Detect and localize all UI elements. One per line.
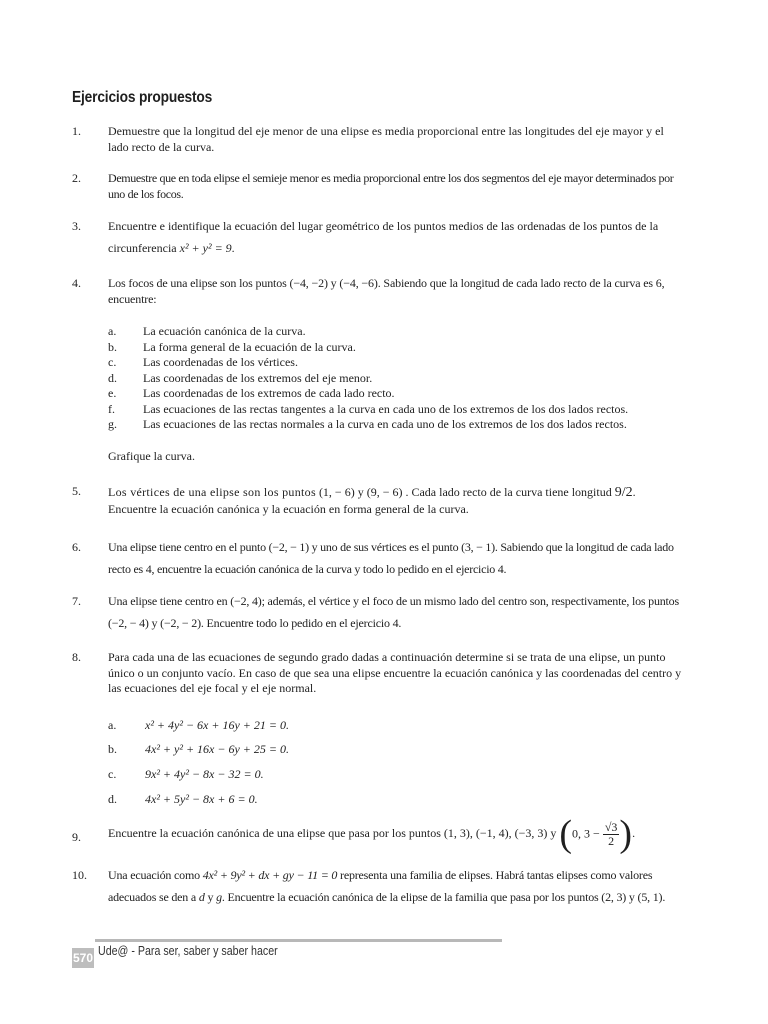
- exercise-text: representa una familia de elipses. Habrá tantas elipses como valores adecuados se den a: [108, 868, 653, 904]
- item-text: Las coordenadas de los extremos del eje menor.: [143, 371, 373, 385]
- point: (1, − 6): [318, 485, 355, 499]
- ex4-item-g: [108, 417, 688, 433]
- right-paren: ): [619, 813, 633, 855]
- conjunction: y: [330, 276, 337, 290]
- item-letter: c.: [108, 767, 117, 781]
- page-title: Ejercicios propuestos: [72, 89, 213, 106]
- point-part: 0, 3 −: [572, 826, 600, 841]
- fraction: [603, 821, 620, 848]
- exercise-text: Para cada una de las ecuaciones de segundo grado dadas a continuación determine si se trata de una elipse, un punto único o un conjunto vacío. En caso de que sea una elipse encuentre la ecuación canónica y las coordenadas del centro y las ecuaciones del eje focal y el eje normal.: [108, 650, 682, 695]
- point: (−2, − 4): [108, 616, 149, 630]
- item-equation: x² + 4y² − 6x + 16y + 21 = 0.: [145, 718, 289, 732]
- item-equation: 9x² + 4y² − 8x − 32 = 0.: [145, 767, 264, 781]
- punctuation: .: [632, 825, 636, 840]
- exercise-number: 1.: [72, 124, 81, 138]
- ex8-item-d: [108, 792, 688, 808]
- exercise-text: . Encuentre la ecuación canónica y la ecuación en forma general de la curva.: [108, 485, 636, 516]
- point: (3, − 1): [461, 540, 495, 554]
- ex4-item-a: [108, 324, 688, 340]
- exercise-number: 9.: [72, 830, 81, 844]
- item-text: La forma general de la ecuación de la curva.: [143, 340, 356, 354]
- exercise-text: Una elipse tiene centro en: [108, 594, 228, 608]
- variable-g: g: [216, 890, 222, 904]
- length-value: 9/2: [614, 485, 633, 500]
- ex4-item-d: [108, 371, 688, 387]
- exercise-text: Encuentre e identifique la ecuación del lugar geométrico de los puntos medios de las ordenadas de los puntos de la circunferencia: [108, 219, 659, 255]
- footer-slogan: Ude@ - Para ser, saber y saber hacer: [98, 943, 278, 958]
- exercise-number: 6.: [72, 540, 81, 554]
- exercise-number: 10.: [72, 868, 87, 882]
- exercise-text: además, el vértice y el foco de un mismo lado del centro son, respectivamente, los puntos: [267, 594, 679, 608]
- exercise-6: [72, 536, 682, 580]
- punctuation: .: [231, 241, 235, 255]
- point: (−4, −6): [339, 276, 378, 290]
- exercise-text: . Cada lado recto de la curva tiene longitud: [405, 485, 612, 499]
- item-letter: e.: [108, 386, 117, 400]
- item-letter: f.: [108, 402, 115, 416]
- item-letter: d.: [108, 792, 117, 806]
- ex4-item-b: [108, 340, 688, 356]
- item-text: Las ecuaciones de las rectas tangentes a la curva en cada uno de los extremos de los dos lados rectos.: [143, 402, 629, 416]
- item-equation: 4x² + y² + 16x − 6y + 25 = 0.: [145, 742, 289, 756]
- item-text: Las coordenadas de los vértices.: [143, 355, 298, 369]
- conjunction: y: [151, 616, 158, 630]
- exercise-text: y uno de sus vértices es el punto: [311, 540, 459, 554]
- equation: 4x² + 9y² + dx + gy − 11 = 0: [202, 868, 338, 882]
- point: (−4, −2): [289, 276, 328, 290]
- ex4-after-text: Grafique la curva.: [108, 449, 195, 463]
- item-letter: b.: [108, 340, 117, 354]
- exercise-text: Demuestre que la longitud del eje menor de una elipse es media proporcional entre las longitudes del eje mayor y el lado recto de la curva.: [108, 124, 664, 154]
- exercise-1: [72, 124, 682, 155]
- footer-rule: [95, 939, 502, 942]
- left-paren: (: [559, 813, 573, 855]
- conjunction: y: [550, 825, 557, 840]
- exercise-number: 3.: [72, 219, 81, 233]
- point: (9, − 6): [366, 485, 403, 499]
- conjunction: y: [357, 485, 364, 499]
- exercise-5: [72, 484, 682, 518]
- item-letter: d.: [108, 371, 117, 385]
- exercise-text: Demuestre que en toda elipse el semieje menor es media proporcional entre los dos segmentos del eje mayor determinados por uno de los focos.: [108, 171, 674, 201]
- item-letter: a.: [108, 718, 117, 732]
- exercise-text: Los vértices de una elipse son los puntos: [108, 485, 316, 499]
- exercise-text: . Encuentre la ecuación canónica de la elipse de la familia que pasa por los puntos: [221, 890, 599, 904]
- item-letter: b.: [108, 742, 117, 756]
- exercise-3: [72, 215, 682, 259]
- conjunction: y: [628, 890, 635, 904]
- exercise-4: [72, 276, 682, 307]
- point: (2, 3): [601, 890, 627, 904]
- point: (−2, − 1): [268, 540, 309, 554]
- ex8-item-c: [108, 767, 688, 783]
- exercise-text: . Sabiendo que la longitud de cada lado recto es 4, encuentre la ecuación canónica de la curva y todo lo pedido en el ejercicio 4.: [108, 540, 674, 576]
- fraction-numerator: √3: [604, 819, 618, 834]
- exercise-7: [72, 590, 682, 634]
- variable-d: d: [198, 890, 205, 904]
- ex4-item-e: [108, 386, 688, 402]
- item-equation: 4x² + 5y² − 8x + 6 = 0.: [145, 792, 258, 806]
- fraction-denominator: 2: [608, 833, 615, 848]
- exercise-number: 7.: [72, 594, 81, 608]
- equation: x² + y² = 9: [179, 241, 232, 255]
- item-letter: a.: [108, 324, 117, 338]
- exercise-text: Una ecuación como: [108, 868, 200, 882]
- exercise-text: . Sabiendo que la longitud de cada lado recto de la curva es 6, encuentre:: [108, 276, 665, 306]
- exercise-number: 5.: [72, 484, 81, 498]
- ex8-item-b: [108, 742, 688, 758]
- page-number: 570: [72, 948, 94, 968]
- exercise-text: Los focos de una elipse son los puntos: [108, 276, 287, 290]
- exercise-2: [72, 171, 682, 202]
- conjunction: y: [207, 890, 214, 904]
- ex8-item-a: [108, 718, 688, 734]
- ex4-item-f: [108, 402, 688, 418]
- item-text: Las ecuaciones de las rectas normales a la curva en cada uno de los extremos de los dos lados rectos.: [143, 417, 627, 431]
- exercise-text: Encuentre la ecuación canónica de una elipse que pasa por los puntos: [108, 825, 441, 840]
- point: (−2, − 2).: [160, 616, 204, 630]
- item-letter: g.: [108, 417, 117, 431]
- point: (5, 1).: [637, 890, 666, 904]
- exercise-9: [72, 815, 712, 853]
- exercise-number: 8.: [72, 650, 81, 664]
- item-text: Las coordenadas de los extremos de cada lado recto.: [143, 386, 395, 400]
- exercise-text: Encuentre todo lo pedido en el ejercicio 4.: [206, 616, 402, 630]
- item-text: La ecuación canónica de la curva.: [143, 324, 306, 338]
- ex4-item-c: [108, 355, 688, 371]
- exercise-8: [72, 650, 682, 697]
- exercise-text: Una elipse tiene centro en el punto: [108, 540, 266, 554]
- exercise-number: 2.: [72, 171, 81, 185]
- item-letter: c.: [108, 355, 117, 369]
- points-list: (1, 3), (−1, 4), (−3, 3): [443, 825, 548, 840]
- exercise-number: 4.: [72, 276, 81, 290]
- point: (−2, 4);: [230, 594, 265, 608]
- exercise-10: [72, 864, 682, 908]
